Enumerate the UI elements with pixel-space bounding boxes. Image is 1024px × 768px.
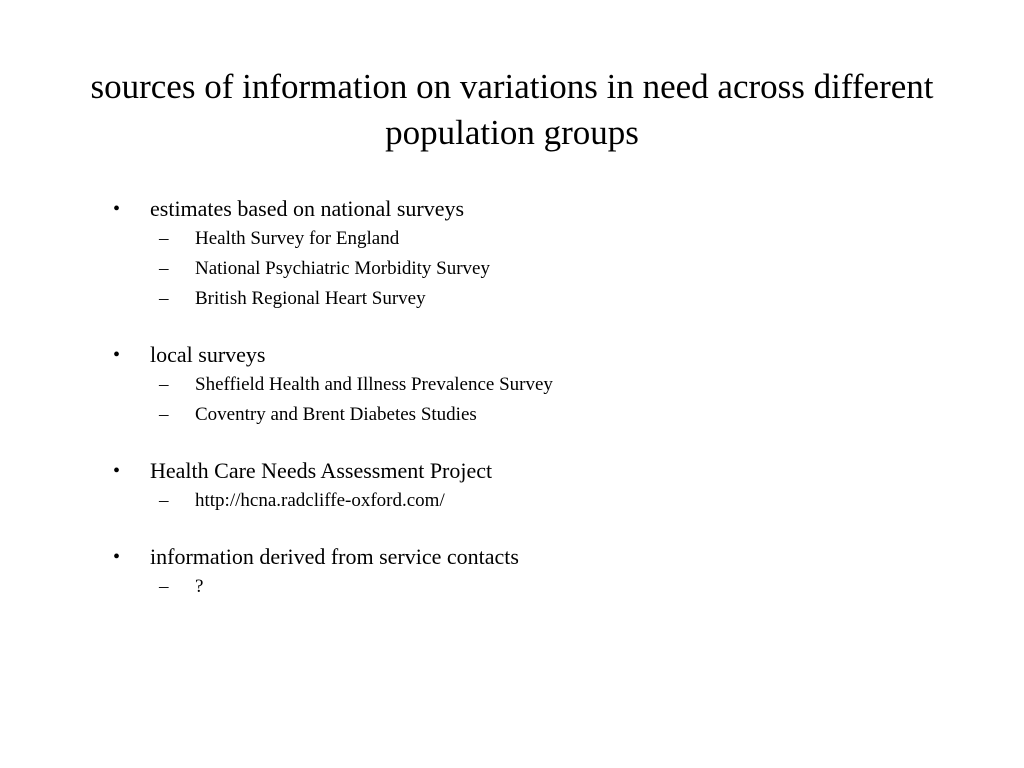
sub-item [0, 254, 1024, 284]
sub-item [0, 400, 1024, 430]
sub-item [0, 486, 1024, 516]
bullet-item [0, 340, 1024, 370]
sub-item-text: Health Survey for England [195, 228, 400, 249]
sub-item [0, 572, 1024, 602]
slide-title: sources of information on variations in need across different population groups [90, 67, 934, 152]
dash-icon: – [159, 374, 169, 395]
section-local-surveys [0, 340, 1024, 430]
sub-item-text: British Regional Heart Survey [195, 288, 426, 309]
dash-icon: – [159, 404, 169, 425]
bullet-list [0, 194, 1024, 628]
bullet-icon: • [113, 344, 121, 366]
sub-item [0, 370, 1024, 400]
bullet-item [0, 456, 1024, 486]
sub-item-text: Coventry and Brent Diabetes Studies [195, 404, 477, 425]
section-hcna-project [0, 456, 1024, 516]
bullet-item [0, 194, 1024, 224]
bullet-text: local surveys [150, 342, 266, 367]
dash-icon: – [159, 288, 169, 309]
sub-item [0, 224, 1024, 254]
sub-item-text: ? [195, 576, 204, 597]
dash-icon: – [159, 576, 169, 597]
bullet-text: estimates based on national surveys [150, 196, 465, 221]
sub-item-url-text: http://hcna.radcliffe-oxford.com/ [195, 490, 445, 511]
bullet-text: Health Care Needs Assessment Project [150, 458, 493, 483]
bullet-icon: • [113, 198, 121, 220]
section-national-surveys [0, 194, 1024, 314]
dash-icon: – [159, 258, 169, 279]
dash-icon: – [159, 228, 169, 249]
bullet-icon: • [113, 546, 121, 568]
bullet-text: information derived from service contacts [150, 544, 519, 569]
bullet-icon: • [113, 460, 121, 482]
bullet-item [0, 542, 1024, 572]
sub-item-text: National Psychiatric Morbidity Survey [195, 258, 490, 279]
sub-item-text: Sheffield Health and Illness Prevalence Survey [195, 374, 553, 395]
dash-icon: – [159, 490, 169, 511]
sub-item [0, 284, 1024, 314]
section-service-contacts [0, 542, 1024, 602]
